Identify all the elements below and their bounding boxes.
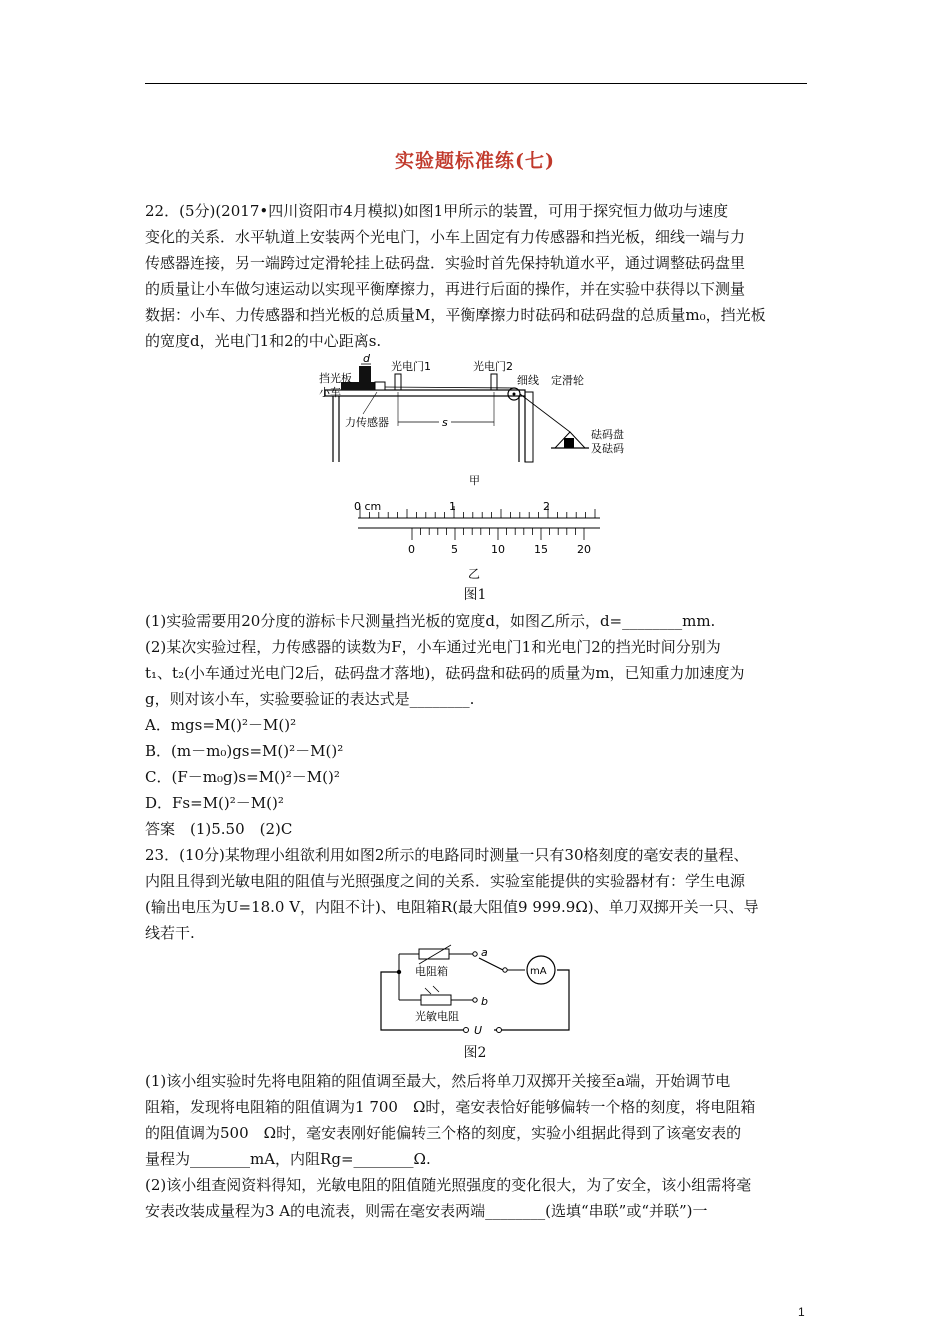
- figure-2-circuit: [375, 944, 575, 1036]
- d-label: d: [363, 352, 370, 365]
- q22-text: [145, 198, 809, 354]
- text-line: (2)某次实验过程，力传感器的读数为F，小车通过光电门1和光电门2的挡光时间分别为: [145, 638, 721, 656]
- meter-label: mA: [530, 966, 547, 977]
- photoresistor: [421, 995, 451, 1005]
- vernier-label-20: 20: [577, 543, 591, 556]
- option-a: A．mgs=M()²－M()²: [145, 716, 297, 734]
- vernier-scale: [358, 528, 600, 540]
- string-label: 细线: [517, 374, 539, 387]
- fig-a-caption: 甲: [469, 474, 480, 487]
- option-d: D．Fs=M()²－M()²: [145, 794, 284, 812]
- text-line: (2)该小组查阅资料得知，光敏电阻的阻值随光照强度的变化很大，为了安全，该小组需将毫: [145, 1176, 752, 1194]
- figure-1a-apparatus: [305, 352, 645, 492]
- pan-label-2: 及砝码: [591, 442, 624, 455]
- figure-1b-vernier: [350, 498, 610, 584]
- text-line: 线若干.: [145, 924, 195, 942]
- photogate-1: [395, 374, 401, 390]
- q22-subquestions: [145, 608, 809, 842]
- main-scale: [358, 506, 600, 518]
- text-line: 22．(5分)(2017•四川资阳市4月模拟)如图1甲所示的装置，可用于探究恒力做功与速度: [145, 202, 729, 220]
- vernier-label-5: 5: [451, 543, 458, 556]
- text-line: 的阻值调为500 Ω时，毫安表刚好能偏转三个格的刻度，实验小组据此得到了该毫安表的: [145, 1124, 742, 1142]
- header-rule: [145, 83, 807, 84]
- text-line: 的质量让小车做匀速运动以实现平衡摩擦力，再进行后面的操作，并在实验中获得以下测量: [145, 280, 746, 298]
- page-number: 1: [798, 1305, 805, 1319]
- vernier-label-15: 15: [534, 543, 548, 556]
- force-sensor: [375, 382, 385, 390]
- text-line: 变化的关系．水平轨道上安装两个光电门，小车上固定有力传感器和挡光板，细线一端与力: [145, 228, 746, 246]
- text-line: (输出电压为U=18.0 V，内阻不计)、电阻箱R(最大阻值9 999.9Ω)、单刀双掷开关一只、导: [145, 898, 759, 916]
- pan-label-1: 砝码盘: [591, 428, 624, 441]
- s-label: s: [442, 416, 448, 429]
- gate1-label: 光电门1: [391, 360, 431, 373]
- a-label: a: [481, 946, 488, 959]
- text-line: (1)实验需要用20分度的游标卡尺测量挡光板的宽度d，如图乙所示，d=________mm.: [145, 612, 716, 630]
- text-line: 的宽度d，光电门1和2的中心距离s.: [145, 332, 382, 350]
- answer: 答案 (1)5.50 (2)C: [145, 820, 293, 838]
- text-line: 数据：小车、力传感器和挡光板的总质量M，平衡摩擦力时砝码和砝码盘的总质量m₀，挡光板: [145, 306, 766, 324]
- q23-subquestions: [145, 1068, 809, 1224]
- text-line: (1)该小组实验时先将电阻箱的阻值调至最大，然后将单刀双掷开关接至a端，开始调节电: [145, 1072, 731, 1090]
- text-line: t₁、t₂(小车通过光电门2后，砝码盘才落地)，砝码盘和砝码的质量为m，已知重力加速度为: [145, 664, 745, 682]
- page-title: 实验题标准练(七): [395, 150, 555, 172]
- main-label-0: 0 cm: [354, 500, 382, 513]
- text-line: 传感器连接，另一端跨过定滑轮挂上砝码盘．实验时首先保持轨道水平，通过调整砝码盘里: [145, 254, 746, 272]
- text-line: 内阻且得到光敏电阻的阻值与光照强度之间的关系．实验室能提供的实验器材有：学生电源: [145, 872, 746, 890]
- u-label: U: [474, 1024, 483, 1036]
- cart-label: 小车: [319, 386, 341, 399]
- plate-label: 挡光板: [319, 372, 352, 385]
- main-label-2: 2: [543, 500, 550, 513]
- vernier-label-10: 10: [491, 543, 505, 556]
- figure-1-caption: 图1: [463, 587, 487, 603]
- text-line: 23．(10分)某物理小组欲利用如图2所示的电路同时测量一只有30格刻度的毫安表的量程、: [145, 846, 749, 864]
- sensor-label: 力传感器: [345, 416, 389, 429]
- text-line: 安表改装成量程为3 A的电流表，则需在毫安表两端________(选填“串联”或“并联”)一: [145, 1202, 708, 1220]
- figure-2-caption: 图2: [463, 1045, 487, 1061]
- fig-b-caption: 乙: [468, 567, 481, 581]
- light-plate: [359, 366, 371, 382]
- gate2-label: 光电门2: [473, 360, 513, 373]
- switch: [479, 958, 503, 970]
- box-label: 电阻箱: [415, 965, 448, 978]
- q23-text: [145, 842, 809, 946]
- string: [383, 387, 514, 388]
- text-line: 量程为________mA，内阻Rg=________Ω.: [145, 1150, 431, 1168]
- resistor-box: [419, 949, 449, 959]
- photo-label: 光敏电阻: [415, 1010, 459, 1023]
- main-label-1: 1: [449, 500, 456, 513]
- option-b: B．(m－m₀)gs=M()²－M()²: [145, 742, 344, 760]
- text-line: 阻箱，发现将电阻箱的阻值调为1 700 Ω时，毫安表恰好能够偏转一个格的刻度，将电阻箱: [145, 1098, 756, 1116]
- pulley-label: 定滑轮: [551, 374, 584, 387]
- vernier-label-0: 0: [408, 543, 415, 556]
- track: [325, 390, 525, 396]
- text-line: g，则对该小车，实验要验证的表达式是________.: [145, 690, 475, 708]
- b-label: b: [481, 995, 488, 1008]
- option-c: C．(F－m₀g)s=M()²－M()²: [145, 768, 340, 786]
